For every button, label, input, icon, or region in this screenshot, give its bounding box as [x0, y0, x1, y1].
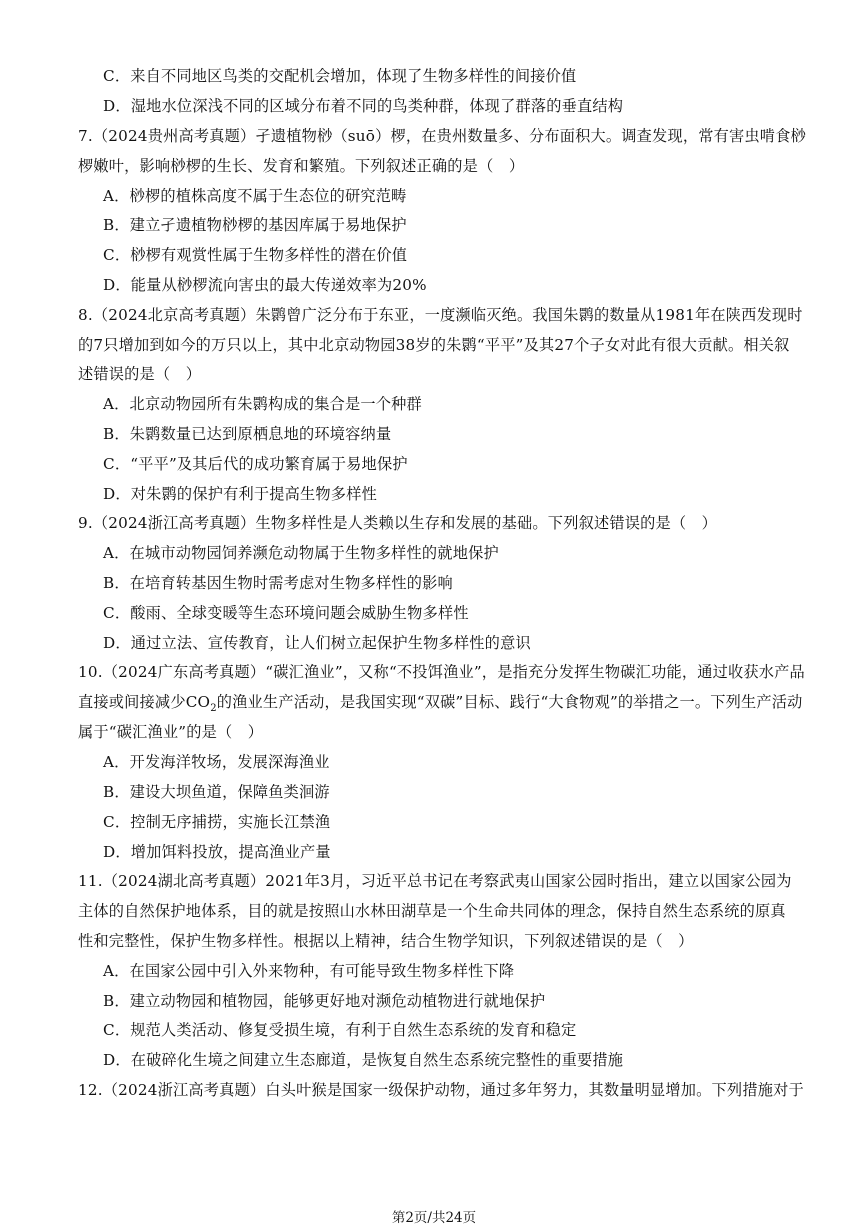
- question-8-stem-cont: 述错误的是（ ）: [78, 365, 202, 383]
- question-11-stem-cont: 性和完整性，保护生物多样性。根据以上精神，结合生物学知识，下列叙述错误的是（ ）: [78, 932, 694, 950]
- stem-text: 的渔业生产活动，是我国实现“双碳”目标、践行“大食物观”的举措之一。下列生产活动: [216, 693, 803, 711]
- option-line: A．在国家公园中引入外来物种，有可能导致生物多样性下降: [103, 962, 515, 980]
- question-10-stem-cont: [78, 692, 803, 715]
- page-footer: 第2页/共24页: [391, 1210, 477, 1226]
- option-line: C．控制无序捕捞，实施长江禁渔: [103, 813, 331, 831]
- question-8-stem-cont: 的7只增加到如今的万只以上，其中北京动物园38岁的朱鹮“平平”及其27个子女对此有很大贡献。相关叙: [78, 336, 790, 354]
- question-10-stem-cont: 属于“碳汇渔业”的是（ ）: [78, 723, 264, 741]
- question-12-stem: 12.（2024浙江高考真题）白头叶猴是国家一级保护动物，通过多年努力，其数量明显增加。下列措施对于: [78, 1081, 804, 1099]
- stem-text: 直接或间接减少: [78, 693, 186, 711]
- option-line: B．建立孑遗植物桫椤的基因库属于易地保护: [103, 216, 407, 234]
- question-10-stem: 10.（2024广东高考真题）“碳汇渔业”，又称“不投饵渔业”，是指充分发挥生物碳汇功能，通过收获水产品: [78, 663, 805, 681]
- question-7-stem-cont: 椤嫩叶，影响桫椤的生长、发育和繁殖。下列叙述正确的是（ ）: [78, 157, 525, 175]
- option-line: C．“平平”及其后代的成功繁育属于易地保护: [103, 455, 408, 473]
- option-line: B．朱鹮数量已达到原栖息地的环境容纳量: [103, 425, 392, 443]
- question-11-stem-cont: 主体的自然保护地体系，目的就是按照山水林田湖草是一个生命共同体的理念，保持自然生态系统的原真: [78, 902, 786, 920]
- co2-formula: $CO_2$: [185, 693, 217, 715]
- option-line: B．在培育转基因生物时需考虑对生物多样性的影响: [103, 574, 453, 592]
- option-line: D．对朱鹮的保护有利于提高生物多样性: [103, 485, 377, 503]
- option-line: A．在城市动物园饲养濒危动物属于生物多样性的就地保护: [103, 544, 499, 562]
- option-line: C．桫椤有观赏性属于生物多样性的潜在价值: [103, 246, 408, 264]
- option-line: D．在破碎化生境之间建立生态廊道，是恢复自然生态系统完整性的重要措施: [103, 1051, 624, 1069]
- option-line: B．建设大坝鱼道，保障鱼类洄游: [103, 783, 330, 801]
- option-line: A．北京动物园所有朱鹮构成的集合是一个种群: [103, 395, 422, 413]
- question-7-stem: 7.（2024贵州高考真题）孑遗植物桫（suō）椤，在贵州数量多、分布面积大。调查发现，常有害虫啃食桫: [78, 127, 806, 145]
- option-line: D．能量从桫椤流向害虫的最大传递效率为20%: [103, 276, 427, 294]
- question-11-stem: 11.（2024湖北高考真题）2021年3月，习近平总书记在考察武夷山国家公园时指出，建立以国家公园为: [78, 872, 792, 890]
- question-9-stem: 9.（2024浙江高考真题）生物多样性是人类赖以生存和发展的基础。下列叙述错误的是（ ）: [78, 514, 718, 532]
- option-line: D．增加饵料投放，提高渔业产量: [103, 843, 331, 861]
- option-line: A．开发海洋牧场，发展深海渔业: [103, 753, 330, 771]
- question-8-stem: 8.（2024北京高考真题）朱鹮曾广泛分布于东亚，一度濒临灭绝。我国朱鹮的数量从1981年在陕西发现时: [78, 306, 803, 324]
- option-line: D．湿地水位深浅不同的区域分布着不同的鸟类种群，体现了群落的垂直结构: [103, 97, 624, 115]
- option-line: C．来自不同地区鸟类的交配机会增加，体现了生物多样性的间接价值: [103, 67, 577, 85]
- option-line: C．规范人类活动、修复受损生境，有利于自然生态系统的发育和稳定: [103, 1021, 577, 1039]
- option-line: A．桫椤的植株高度不属于生态位的研究范畴: [103, 187, 407, 205]
- option-line: D．通过立法、宣传教育，让人们树立起保护生物多样性的意识: [103, 634, 531, 652]
- option-line: C．酸雨、全球变暖等生态环境问题会威胁生物多样性: [103, 604, 469, 622]
- option-line: B．建立动物园和植物园，能够更好地对濒危动植物进行就地保护: [103, 992, 546, 1010]
